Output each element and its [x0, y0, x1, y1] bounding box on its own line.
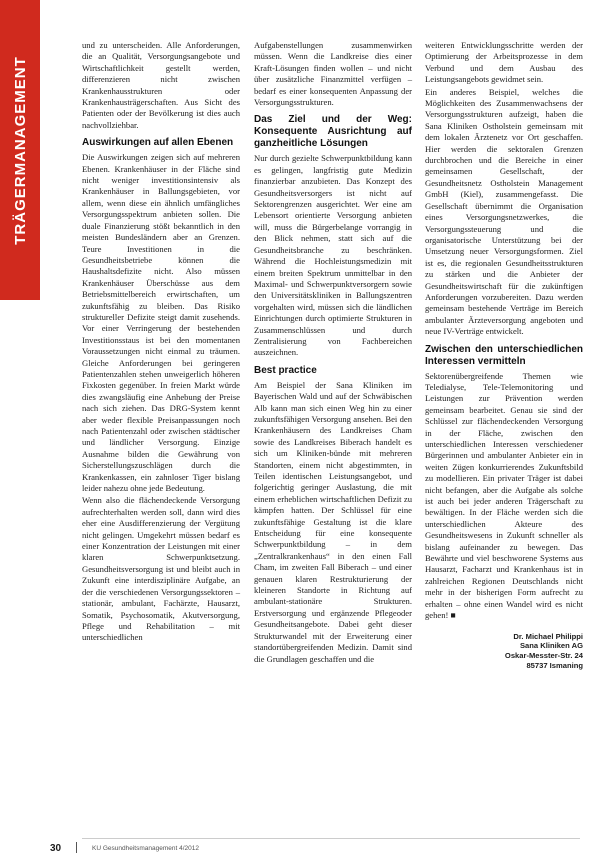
heading-auswirkungen: Auswirkungen auf allen Ebenen	[82, 137, 234, 149]
column3-intro: weiteren Entwicklungsschritte werden der Optimierung der Arbeitsprozesse in dem Verbund und dem Ausbau des Leistungsangebots gewidmet sein.	[425, 40, 583, 85]
heading-best-practice: Best practice	[254, 364, 317, 376]
page-number: 30	[50, 843, 62, 854]
column1-intro: und zu unterscheiden. Alle Anforderungen, die an Qualität, Versorgungsangebote und Wirtschaftlichkeit gestellt werden, differenzieren nicht zwischen Krankenhausstrukturen oder Krankenhausträgerschaften. Aus Sicht des Patienten oder der Bevölkerung ist dies auch nachvollziehbar.	[82, 40, 240, 130]
column2-intro: Aufgabenstellungen zusammenwirken müssen. Wenn die Landkreise dies einer Kraft-Lösungen finden wollen – und nicht über zusätzliche Finanzmittel verfügen – bedarf es einer konsequenten Anpassung der Versorgungsstrukturen.	[254, 40, 412, 108]
article-column-2	[254, 40, 412, 665]
footer-separator	[76, 842, 77, 853]
column2-paragraph-1: Nur durch gezielte Schwerpunktbildung kann es gelingen, langfristig gute Medizin finanzierbar anzubieten. Das Konzept des Gesundheitsversorgers ist nicht auf Sektorengrenzen ausgerichtet. Wer eine am Lebensort orientierte Versorgung anbieten will, muss die Bürgerbelange vorrangig in den Blick nehmen, statt sich auf die Gesundheitsbranche zu beschränken. Während die Hochleistungsmedizin mit einem breiten Spektrum unmittelbar in den Maximal- und Schwerpunktversorgern sowie den Universitätskliniken in Ballungszentren vorgehalten wird, müssen sich die ländlichen Einrichtungen durch optimierte Strukturen in Zusammenschlüssen und durch Zentralisierung von Fachbereichen auszeichnen.	[254, 153, 412, 358]
column1-paragraph-2: Wenn also die flächendeckende Versorgung aufrechterhalten werden soll, dann wird dies eher eine Ausdifferenzierung der Vergütung nicht gelingen. Umgekehrt müssen bedarf es einer Konzentration der Leistungen mit einer klaren Schwerpunktsetzung. Gesundheitsversorgung ist und bleibt auch in Zukunft eine interdisziplinäre Aufgabe, an der die verschiedenen Versorgungssektoren – stationär, ambulant, Fachärzte, Hausarzt, Somatik, Psychosomatik, Akutversorgung, Pflege und Rehabilitation – mit unterschiedlichen	[82, 495, 240, 643]
article-column-3	[425, 40, 583, 671]
column3-paragraph-1: Ein anderes Beispiel, welches die Möglichkeiten des Zusammenwachsens der Versorgungsstrukturen aufzeigt, haben die Sana Kliniken Ostholstein gemeinsam mit dem lokalen Ärztenetz vor Ort geschaffen. Hier werden die sektoralen Grenzen durchbrochen und die Bereiche in einer gemeinsamen Gesellschaft, der Gesundheitsnetz Ostholstein Management GmbH (Kiel), zusammengefasst. Die Gesellschaft übernimmt die Organisation eines Versorgungsnetzwerkes, die Versorgungssteuerung und die organisatorische Unterstützung bei der Umsetzung neuer Versorgungsformen. Ziel ist es, die regionalen Gesundheitsstrukturen zu stärken und die Anbieter der Gesundheitswirtschaft für die zukünftigen Anforderungen vorzubereiten. Dazu werden gemeinsam bestehende Verträge im Bereich ambulanter Ärzteversorgung angeboten und neue IV-Verträge entwickelt.	[425, 86, 583, 337]
author-block	[425, 632, 583, 671]
footer-journal: KU Gesundheitsmanagement 4/2012	[92, 845, 199, 852]
footer-divider	[82, 838, 580, 839]
end-mark: ■	[450, 610, 456, 621]
author-city: 85737 Ismaning	[526, 660, 583, 670]
section-label: TRÄGERMANAGEMENT	[11, 55, 29, 245]
column1-paragraph-1: Die Auswirkungen zeigen sich auf mehreren Ebenen. Krankenhäuser in der Fläche sind nicht weniger investitionsintensiv als Krankenhäuser in Ballungsgebieten, vor allem, wenn diese ein ähnlich umfängliches Versorgungsspektrum anbieten sollen. Die duale Finanzierung stößt bekanntlich in den meisten Bundesländern aber an Grenzen. Teure Investitionen in die Gesundheitsbetriebe können die Haushaltsdefizite nicht. Also müssen Krankenhäuser Überschüsse aus dem Betriebsmittelbereich erwirtschaften, um zukunftsfähig zu bleiben. Das Risiko struktureller Defizite steigt damit zusehends. Vor einer Verringerung der bestehenden Investitionsstaus ist bei den momentanen Voraussetzungen nicht einmal zu träumen. Gleiche Anforderungen bei geringeren Patientenzahlen stehen unweigerlich höheren Fixkosten gegenüber. In freien Markt würde dies zwangsläufig eine Anhebung der Preise nach sich ziehen. Das DRG-System kennt aber weder flexible Preisanpassungen noch nach Patientenzahl oder zwischen städtischer und ländlicher Versorgung. Einzige Ausnahme bilden die Gewährung von Sicherstellungszuschlägen durch die Krankenkassen, ein zahnloser Tiger bislang leider nahezu ohne jede Bedeutung.	[82, 152, 240, 494]
column3-paragraph-2	[425, 371, 583, 622]
section-label-wrapper	[0, 0, 40, 300]
column2-paragraph-2: Am Beispiel der Sana Kliniken im Bayerischen Wald und auf der Schwäbischen Alb kann man sich einen Weg hin zu einer zukunftsfähigen Versorgung ansehen. Bei den Krankenhäusern des Landkreises Cham sowie des Landkreises Biberach handelt es sich um Kliniken-bünde mit mehreren Standorten, einem nicht abgestimmten, in Teilen identischen Leistungsangebot, und folgerichtig geringer Auslastung, die mit einem erheblichen wirtschaftlichen Defizit zu kämpfen hatten. Der Schlüssel für eine zukunftsfähige Gestaltung ist die klare Entscheidung für eine konsequente Schwerpunktbildung – in dem „Zentralkrankenhaus“ in den einen Fall Cham, im zweiten Fall Biberach – und einer genauen klaren Restrukturierung der kleineren Standorte in Richtung auf ambulant-stationäre Strukturen. Erstversorgung und ergänzende Pflegeoder Gesundheitsangebote. Dabei geht dieser Strukturwandel mit der Erweiterung einer standortübergreifenden Medizin. Damit sind die Grundlagen geschaffen und die	[254, 379, 412, 664]
author-name: Dr. Michael Philippi	[513, 631, 583, 641]
author-organization: Sana Kliniken AG	[519, 641, 583, 651]
author-street: Oskar-Messter-Str. 24	[504, 651, 583, 661]
article-column-1	[82, 40, 240, 644]
heading-interessen-vermitteln: Zwischen den unterschiedlichen Interessen vermitteln	[425, 343, 583, 367]
heading-ziel-und-weg: Das Ziel und der Weg: Konsequente Ausrichtung auf ganzheitliche Lösungen	[254, 114, 412, 150]
column3-paragraph-2-text: Sektorenübergreifende Themen wie Teledialyse, Tele-Telemonitoring und Leistungen zur Prävention werden gemeinsam bearbeitet. Genau sie sind der Schlüssel zur flächendeckenden Versorgung in der Fläche, zwischen den unterschiedlichen Interessen verschiedener Bürgerinnen und ambulanter Anbieter ein in weiten Zügen konkurrierendes Zukunftsbild zu modellieren. Ein privater Träger ist dabei nicht befangen, aber die Aufgabe als solche ist auch bei jeder anderen Trägerschaft zu bewältigen. In der Fläche werden sich die unterschiedlichen Akteure des Gesundheitswesens in Zukunft schneller als bislang aufeinander zu bewegen. Das Bewährte und viel beschworene Systems aus Hausarzt, Facharzt und Krankenhaus ist in zahlreichen Regionen Deutschlands nicht mehr in der bisherigen Form aufrecht zu erhalten – ohne einen Wandel wird es nicht gehen!	[425, 370, 583, 621]
